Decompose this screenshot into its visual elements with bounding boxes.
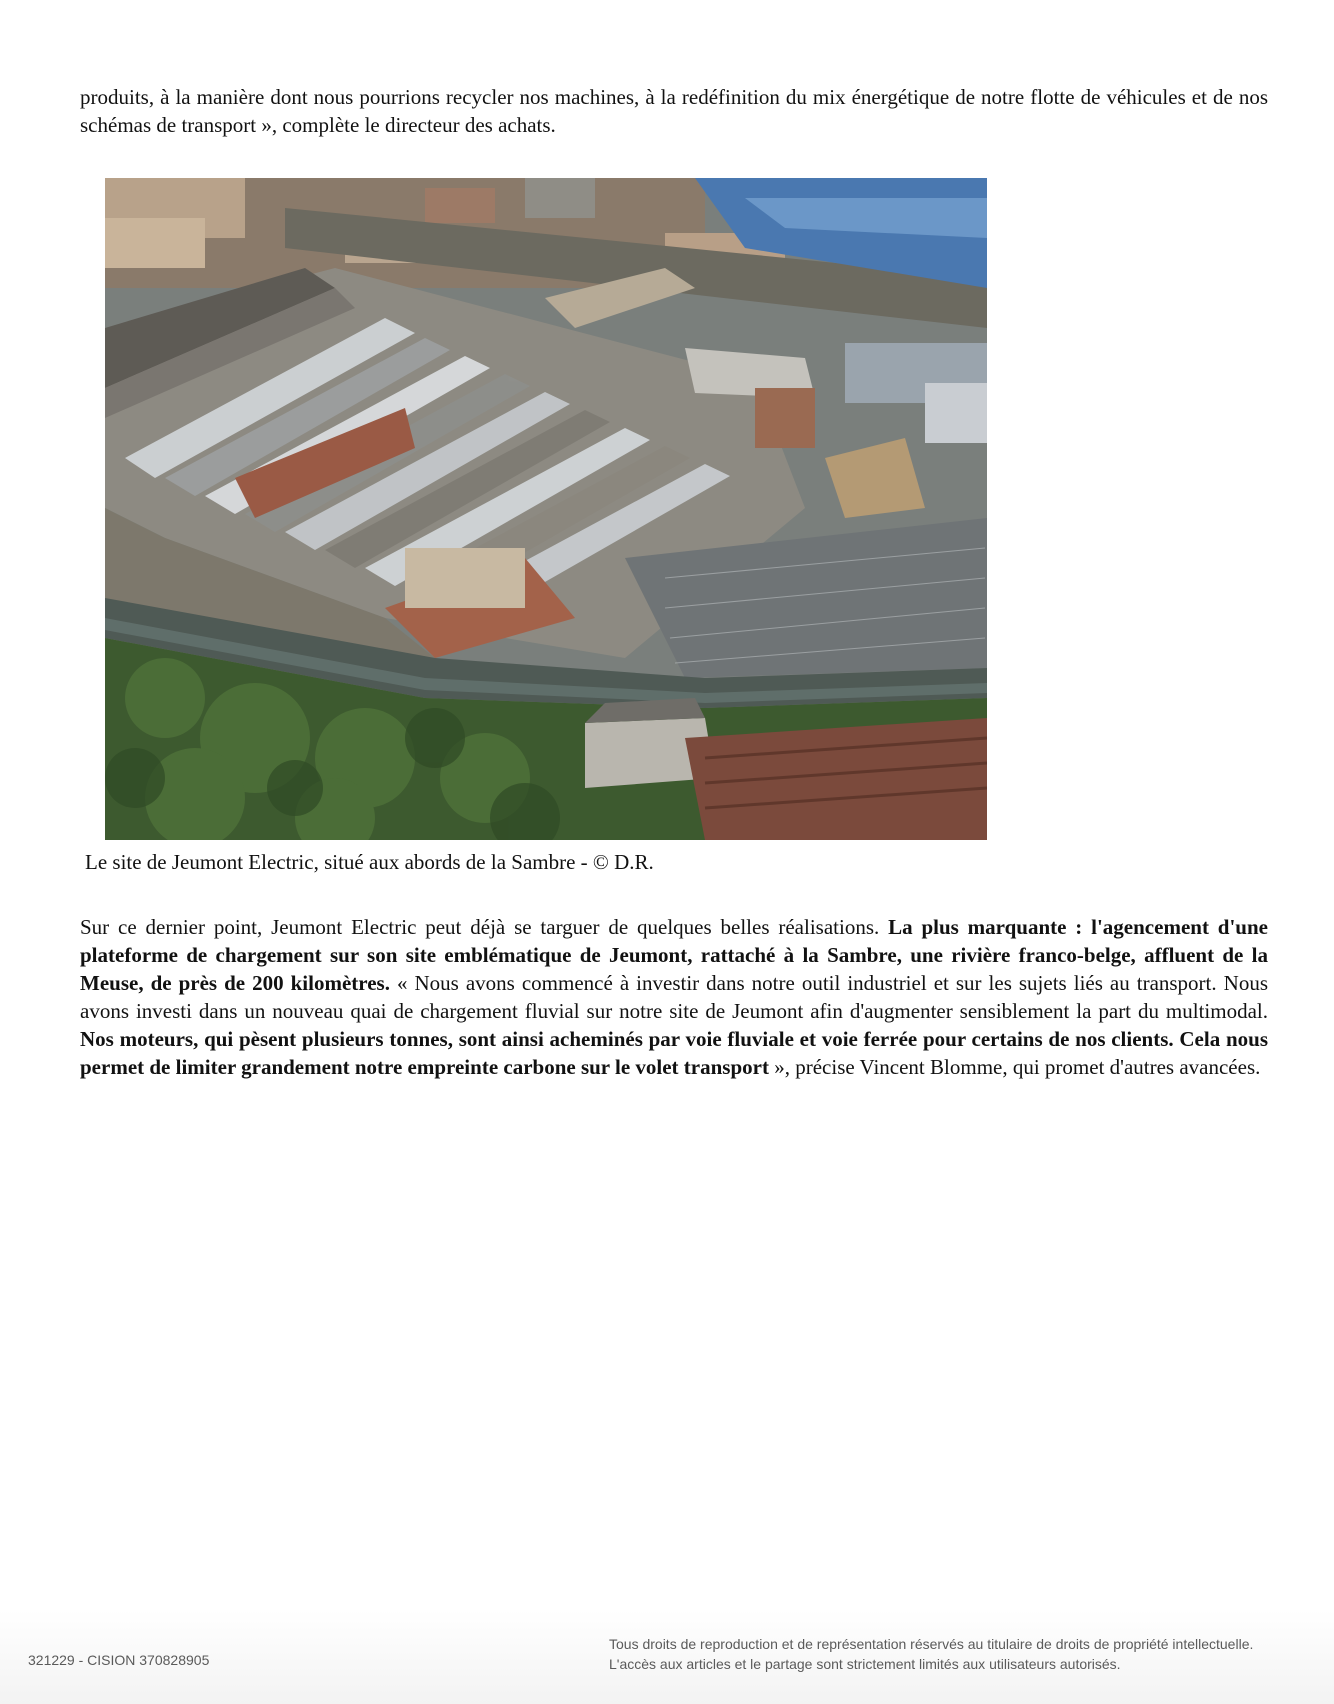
footer-rights-line-2: L'accès aux articles et le partage sont strictement limités aux utilisateurs autorisés. [609, 1656, 1121, 1672]
page-footer [0, 1610, 1334, 1704]
article-paragraph-top: produits, à la manière dont nous pourrions recycler nos machines, à la redéfinition du mix énergétique de notre flotte de véhicules et de nos schémas de transport », complète le directeur des achats. [80, 85, 1268, 137]
article-paragraph-main [80, 913, 1268, 1081]
main-bold-1: La plus marquante : l'agencement d'une plateforme de chargement sur son site emblématique de Jeumont, rattaché à la Sambre, une rivière franco-belge, affluent de la Meuse, de près de 200 kilomètres. [80, 915, 1268, 995]
main-text-2: « Nous avons commencé à investir dans notre outil industriel et sur les sujets liés au transport. Nous avons investi dans un nouveau quai de chargement fluvial sur notre site de Jeumont afin d'augmenter sensiblement la part du multimodal. [80, 971, 1268, 1023]
main-bold-2: Nos moteurs, qui pèsent plusieurs tonnes, sont ainsi acheminés par voie fluviale et voie ferrée pour certains de nos clients. Cela nous permet de limiter grandement notre empreinte carbone sur le volet transport [80, 1027, 1268, 1079]
footer-rights [609, 1634, 1253, 1674]
main-text-1: Sur ce dernier point, Jeumont Electric peut déjà se targuer de quelques belles réalisations. [80, 915, 889, 939]
main-text-3: », précise Vincent Blomme, qui promet d'autres avancées. [768, 1055, 1261, 1079]
footer-reference: 321229 - CISION 370828905 [28, 1652, 210, 1668]
footer-rights-line-1: Tous droits de reproduction et de représentation réservés au titulaire de droits de propriété intellectuelle. [609, 1636, 1254, 1652]
factory-aerial-photo [105, 178, 987, 840]
photo-caption: Le site de Jeumont Electric, situé aux abords de la Sambre - © D.R. [85, 850, 654, 874]
